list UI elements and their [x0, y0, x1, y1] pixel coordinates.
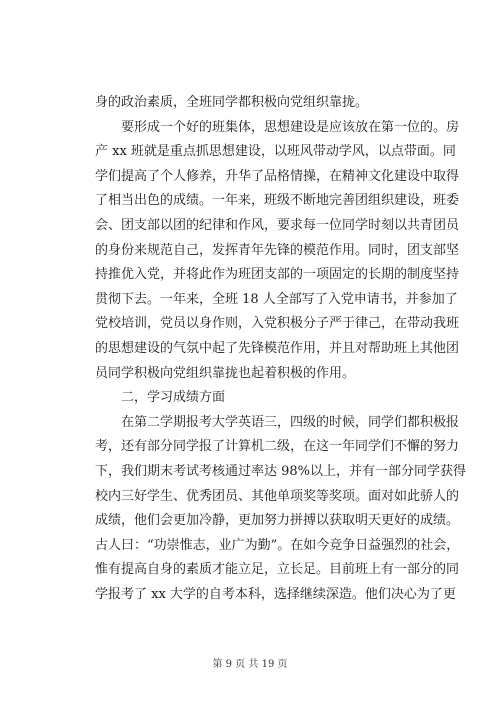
body-text: [95, 91, 467, 607]
text-line: 身的政治素质，全班同学都积极向党组织靠拢。: [95, 95, 369, 110]
text-line: 在第二学期报考大学英语三，四级的时候，同学们都积极报: [95, 414, 460, 430]
text-line: 持推优入党，并将此作为班团支部的一项固定的长期的制度坚持: [95, 267, 460, 283]
text-line: 的思想建设的气氛中起了先锋模范作用，并且对帮助班上其他团: [95, 340, 460, 356]
text-line: 产 xx 班就是重点抓思想建设，以班风带动学风，以点带面。同: [95, 144, 456, 160]
text-line: 成绩，他们会更加冷静，更加努力拼搏以获取明天更好的成绩。: [95, 513, 460, 529]
text-line: 要形成一个好的班集体，思想建设是应该放在第一位的。房: [95, 119, 460, 135]
text-line: 下，我们期末考试考核通过率达 98%以上，并有一部分同学获得: [95, 463, 467, 479]
text-line: 员同学积极向党组织靠拢也起着积极的作用。: [95, 365, 356, 381]
text-line: 校内三好学生、优秀团员、其他单项奖等奖项。面对如此骄人的: [95, 488, 460, 504]
text-line: 古人曰：“功崇惟志，业广为勤”。在如今竞争日益强烈的社会，: [95, 537, 460, 553]
text-line: 党校培训，党员以身作则，入党积极分子严于律己，在带动我班: [95, 316, 460, 332]
text-line: 贯彻下去。一年来，全班 18 人全部写了入党申请书，并参加了: [95, 291, 458, 307]
text-line: 惟有提高自身的素质才能立足，立长足。目前班上有一部分的同: [95, 562, 460, 578]
text-line: 的身份来规范自己，发挥青年先锋的模范作用。同时，团支部坚: [95, 242, 460, 258]
text-line: 学们提高了个人修养，升华了品格情操，在精神文化建设中取得: [95, 168, 460, 184]
section-heading: 二，学习成绩方面: [95, 390, 226, 406]
text-line: 会、团支部以团的纪律和作风，要求每一位同学时刻以共青团员: [95, 217, 460, 233]
page-number-footer: 第 9 页 共 19 页: [212, 659, 288, 670]
text-line: 考，还有部分同学报了计算机二级，在这一年同学们不懈的努力: [95, 439, 460, 455]
text-line: 了相当出色的成绩。一年来，班级不断地完善团组织建设，班委: [95, 193, 460, 209]
text-line: 学报考了 xx 大学的自考本科，选择继续深造。他们决心为了更: [95, 586, 456, 602]
